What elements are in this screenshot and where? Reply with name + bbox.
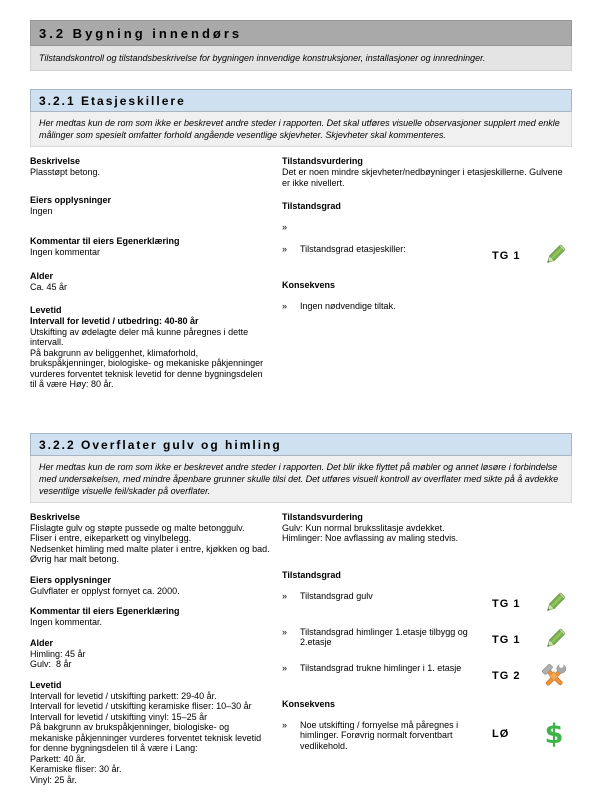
dollar-icon: $ — [545, 721, 564, 748]
tilstandsvurdering-line-2: Himlinger: Noe avflassing av maling stedvis. — [282, 533, 572, 544]
konsekvens-text: Ingen nødvendige tiltak. — [300, 299, 572, 312]
tilstandsvurdering-value: Det er noen mindre skjevheter/nedbøyninger i etasjeskillerne. Gulvene er ikke nivellert. — [282, 167, 572, 188]
konsekvens-label: Konsekvens — [282, 699, 572, 709]
bullet: » — [282, 625, 300, 637]
tilstandsvurdering-label: Tilstandsvurdering — [282, 512, 572, 523]
beskrivelse-value: Plasstøpt betong. — [30, 167, 270, 178]
konsekvens-label: Konsekvens — [282, 280, 572, 290]
eiers-opplysninger-value: Ingen — [30, 206, 270, 217]
main-section-header: 3.2 Bygning innendørs — [30, 20, 572, 46]
beskrivelse-label: Beskrivelse — [30, 156, 270, 167]
pencil-icon — [539, 242, 569, 270]
eiers-opplysninger-label: Eiers opplysninger — [30, 575, 270, 586]
lo-badge: LØ — [492, 728, 536, 740]
tilstandsgrad-row-text: Tilstandsgrad etasjeskiller: — [300, 242, 492, 255]
beskrivelse-line-1: Flislagte gulv og støpte pussede og malte betonggulv. — [30, 523, 270, 534]
tg-badge: TG 2 — [492, 670, 536, 682]
levetid-line-1: Intervall for levetid / utskifting parkett: 29-40 år. — [30, 691, 270, 702]
levetid-line-5: Parkett: 40 år. — [30, 754, 270, 765]
tilstandsgrad-row — [282, 242, 572, 270]
tg-badge: TG 1 — [492, 598, 536, 610]
bullet: » — [282, 220, 300, 232]
levetid-line-2: Intervall for levetid / utskifting keramiske fliser: 10–30 år — [30, 701, 270, 712]
levetid-line-7: Vinyl: 25 år. — [30, 775, 270, 786]
tilstandsgrad-row — [282, 589, 572, 619]
left-column — [30, 156, 270, 403]
alder-line-2: Gulv: 8 år — [30, 659, 270, 670]
pencil-icon — [539, 626, 569, 654]
levetid-text-2: På bakgrunn av beliggenhet, klimaforhold, brukspåkjenninger, biologiske- og mekaniske påkjenninger vurderes forventet teknisk levetid for denne bygningsdelen til å være Høy: 80 år. — [30, 348, 270, 390]
tools-icon — [539, 661, 569, 691]
beskrivelse-line-2: Fliser i entre, eikeparkett og vinylbelegg. — [30, 533, 270, 544]
tilstandsgrad-label: Tilstandsgrad — [282, 201, 572, 211]
alder-label: Alder — [30, 638, 270, 649]
tg-badge: TG 1 — [492, 634, 536, 646]
tilstandsgrad-row-text: Tilstandsgrad gulv — [300, 589, 492, 602]
subsection-etasjeskillere — [30, 89, 572, 403]
kommentar-label: Kommentar til eiers Egenerklæring — [30, 236, 270, 247]
beskrivelse-label: Beskrivelse — [30, 512, 270, 523]
subsection-description: Her medtas kun de rom som ikke er beskrevet andre steder i rapporten. Det skal utføres visuelle observasjoner supplert med enkle målinger som spesielt omfatter forhold angående vesentlige skjevheter. Skjevheter skal kommenteres. — [30, 112, 572, 147]
tilstandsgrad-row-text: Tilstandsgrad trukne himlinger i 1. etasje — [300, 661, 492, 674]
beskrivelse-line-3: Nedsenket himling med malte plater i entre, kjøkken og bad. Øvrig har malt betong. — [30, 544, 270, 565]
bullet: » — [282, 299, 300, 311]
bullet: » — [282, 242, 300, 254]
levetid-label: Levetid — [30, 680, 270, 691]
subsection-header: 3.2.1 Etasjeskillere — [30, 89, 572, 112]
alder-value: Ca. 45 år — [30, 282, 270, 293]
tilstandsgrad-row-text: Tilstandsgrad himlinger 1.etasje tilbygg og 2.etasje — [300, 625, 492, 648]
kommentar-value: Ingen kommentar. — [30, 617, 270, 628]
tilstandsgrad-row — [282, 625, 572, 655]
konsekvens-row — [282, 718, 572, 752]
tilstandsvurdering-label: Tilstandsvurdering — [282, 156, 572, 167]
pencil-icon — [539, 590, 569, 618]
levetid-interval: Intervall for levetid / utbedring: 40-80 år — [30, 316, 270, 327]
tilstandsvurdering-line-1: Gulv: Kun normal bruksslitasje avdekket. — [282, 523, 572, 534]
right-column — [282, 156, 572, 403]
subsection-header: 3.2.2 Overflater gulv og himling — [30, 433, 572, 456]
levetid-line-4: På bakgrunn av brukspåkjenninger, biologiske- og mekaniske påkjenninger vurderes forventet teknisk levetid for denne bygningsdelen til å være i Lang: — [30, 722, 270, 754]
bullet: » — [282, 589, 300, 601]
konsekvens-text: Noe utskifting / fornyelse må påregnes i himlinger. Forøvrig normalt forventbart vedlikehold. — [300, 718, 492, 752]
right-column — [282, 512, 572, 795]
levetid-line-6: Keramiske fliser: 30 år. — [30, 764, 270, 775]
alder-line-1: Himling: 45 år — [30, 649, 270, 660]
levetid-text-1: Utskifting av ødelagte deler må kunne påregnes i dette intervall. — [30, 327, 270, 348]
subsection-overflater — [30, 433, 572, 795]
left-column — [30, 512, 270, 795]
tg-badge: TG 1 — [492, 250, 536, 262]
subsection-description: Her medtas kun de rom som ikke er beskrevet andre steder i rapporten. Det blir ikke flyttet på møbler og annet løsøre i forbindelse med undersøkelsen, med mindre åpenbare grunner skulle tilsi det. Det utføres visuell kontroll av overflater med sikte på å avdekke vesentlige visuelle feil/skader på overflater. — [30, 456, 572, 503]
tilstandsgrad-label: Tilstandsgrad — [282, 570, 572, 580]
eiers-opplysninger-value: Gulvflater er opplyst fornyet ca. 2000. — [30, 586, 270, 597]
konsekvens-row — [282, 299, 572, 317]
alder-label: Alder — [30, 271, 270, 282]
kommentar-label: Kommentar til eiers Egenerklæring — [30, 606, 270, 617]
levetid-line-3: Intervall for levetid / utskifting vinyl: 15–25 år — [30, 712, 270, 723]
tilstandsgrad-row — [282, 661, 572, 691]
bullet: » — [282, 718, 300, 730]
eiers-opplysninger-label: Eiers opplysninger — [30, 195, 270, 206]
levetid-label: Levetid — [30, 305, 270, 316]
kommentar-value: Ingen kommentar — [30, 247, 270, 258]
main-section-description: Tilstandskontroll og tilstandsbeskrivelse for bygningen innvendige konstruksjoner, installasjoner og innredninger. — [30, 46, 572, 71]
tilstandsgrad-row-empty — [282, 220, 572, 232]
bullet: » — [282, 661, 300, 673]
